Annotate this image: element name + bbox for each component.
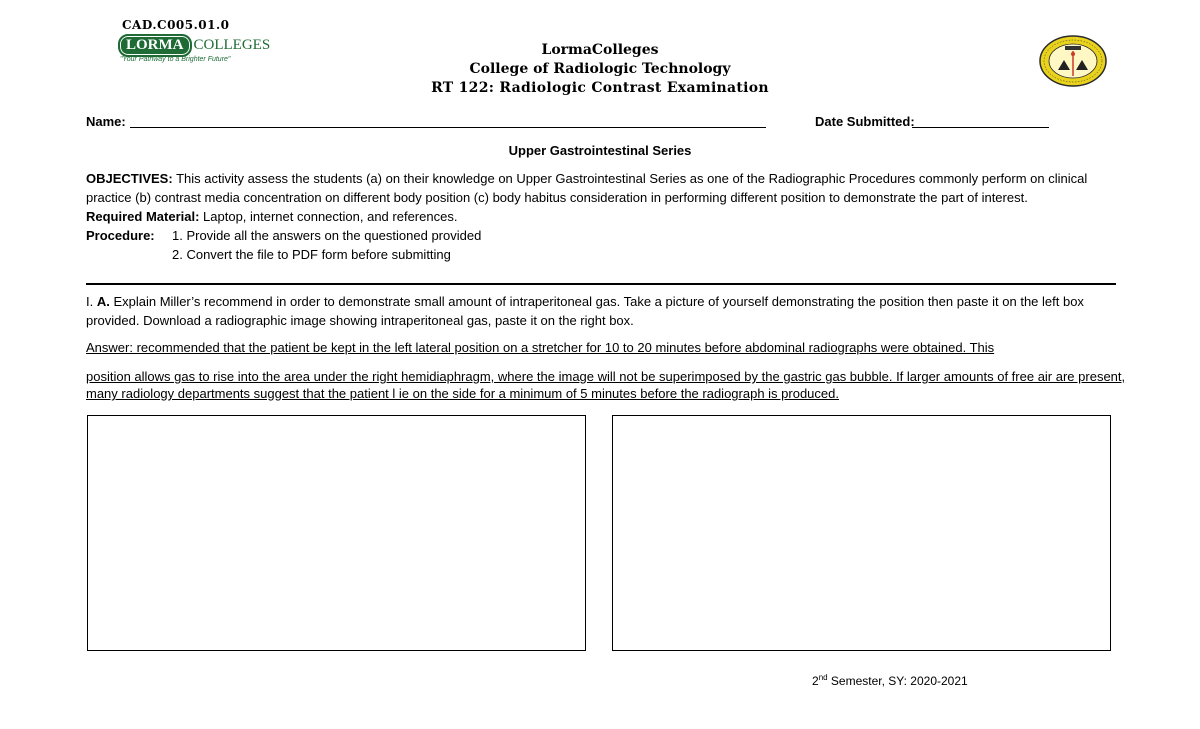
question-text: Explain Miller’s recommend in order to demonstrate small amount of intraperitoneal gas. Take a picture of yourself demonstrating the position then paste it on the left box provided. Download a radiographic image showing intraperitoneal gas, paste it on the right box. bbox=[86, 294, 1084, 328]
institution-name: LormaColleges bbox=[541, 42, 659, 58]
question-letter: A. bbox=[96, 294, 110, 309]
question-paragraph bbox=[86, 292, 1126, 330]
course-title: RT 122: Radiologic Contrast Examination bbox=[431, 80, 769, 96]
semester-suffix: nd bbox=[818, 673, 828, 682]
procedure-step-2: 2. Convert the file to PDF form before submitting bbox=[172, 247, 451, 262]
college-seal-icon bbox=[1038, 34, 1108, 88]
name-field[interactable] bbox=[130, 127, 766, 128]
objectives-paragraph bbox=[86, 169, 1126, 207]
objectives-text: This activity assess the students (a) on their knowledge on Upper Gastrointestinal Series as one of the Radiographic Procedures commonly perform on clinical practice (b) contrast media concentration on different body position (c) body habitus consideration in performing different position to demonstrate the part of interest. bbox=[86, 171, 1088, 205]
left-photo-box[interactable] bbox=[87, 415, 586, 651]
date-submitted-field[interactable] bbox=[912, 127, 1049, 128]
objectives-label: OBJECTIVES: bbox=[86, 171, 173, 186]
answer-label: Answer: bbox=[86, 340, 133, 355]
required-material-text: Laptop, internet connection, and references. bbox=[199, 209, 458, 224]
section-title: Upper Gastrointestinal Series bbox=[508, 143, 692, 158]
section-divider bbox=[86, 283, 1116, 285]
question-prefix: I. bbox=[86, 294, 97, 309]
college-name: College of Radiologic Technology bbox=[469, 61, 731, 77]
logo-word-lorma: LORMA bbox=[118, 34, 192, 57]
semester-text: Semester, SY: 2020-2021 bbox=[827, 674, 968, 688]
date-submitted-label: Date Submitted: bbox=[815, 114, 915, 129]
answer-line-1-text[interactable]: recommended that the patient be kept in the left lateral position on a stretcher for 10 to 20 minutes before abdominal radiographs were obtained. This bbox=[132, 340, 995, 355]
procedure-step-1: 1. Provide all the answers on the questioned provided bbox=[172, 228, 482, 243]
answer-first-line bbox=[86, 340, 994, 355]
required-material-label: Required Material: bbox=[86, 209, 200, 224]
semester-number: 2 bbox=[812, 674, 819, 688]
logo-tagline: "Your Pathway to a Brighter Future" bbox=[120, 56, 231, 63]
procedure-label: Procedure: bbox=[86, 228, 155, 243]
right-radiograph-box[interactable] bbox=[612, 415, 1111, 651]
name-label: Name: bbox=[86, 114, 126, 129]
answer-body-text[interactable]: position allows gas to rise into the area under the right hemidiaphragm, where the image will not be superimposed by the gastric gas bubble. If larger amounts of free air are present, many radiology departments suggest that the patient l ie on the side for a minimum of 5 minutes before the radiograph is produced. bbox=[86, 369, 1126, 401]
document-code: CAD.C005.01.0 bbox=[122, 18, 230, 32]
required-material bbox=[86, 207, 457, 226]
logo-word-colleges: COLLEGES bbox=[193, 37, 271, 53]
semester-footer bbox=[812, 673, 968, 688]
